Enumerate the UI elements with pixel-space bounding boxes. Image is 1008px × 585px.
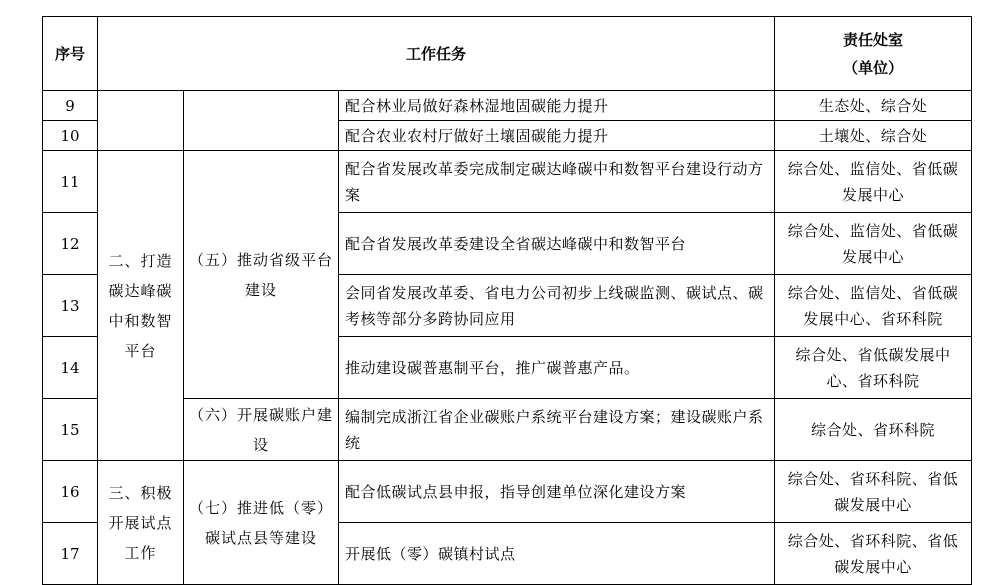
- dept-cell: 综合处、监信处、省低碳发展中心: [775, 151, 972, 213]
- task-cell: 开展低（零）碳镇村试点: [339, 523, 775, 585]
- row-number: 17: [43, 523, 98, 585]
- header-dept-line1: 责任处室: [843, 30, 904, 49]
- subcategory-cell: （五）推动省级平台建设: [184, 151, 339, 399]
- row-number: 13: [43, 275, 98, 337]
- table-header-row: [43, 17, 972, 91]
- dept-cell: 综合处、省环科院、省低碳发展中心: [775, 461, 972, 523]
- category-cell: 二、打造碳达峰碳中和数智平台: [98, 151, 184, 461]
- dept-cell: 生态处、综合处: [775, 91, 972, 121]
- header-seq: 序号: [43, 17, 98, 91]
- header-dept-line2: （单位）: [843, 58, 904, 77]
- table-row: [43, 461, 972, 523]
- task-cell: 配合林业局做好森林湿地固碳能力提升: [339, 91, 775, 121]
- table-row: [43, 151, 972, 213]
- task-cell: 配合省发展改革委建设全省碳达峰碳中和数智平台: [339, 213, 775, 275]
- subcategory-cell: （七）推进低（零）碳试点县等建设: [184, 461, 339, 585]
- task-cell: 配合省发展改革委完成制定碳达峰碳中和数智平台建设行动方案: [339, 151, 775, 213]
- table-row: [43, 91, 972, 121]
- row-number: 14: [43, 337, 98, 399]
- dept-cell: 综合处、省低碳发展中心、省环科院: [775, 337, 972, 399]
- header-task: 工作任务: [98, 17, 775, 91]
- subcategory-cell: （六）开展碳账户建设: [184, 399, 339, 461]
- task-cell: 会同省发展改革委、省电力公司初步上线碳监测、碳试点、碳考核等部分多跨协同应用: [339, 275, 775, 337]
- dept-cell: 综合处、监信处、省低碳发展中心、省环科院: [775, 275, 972, 337]
- task-cell: 配合农业农村厅做好土壤固碳能力提升: [339, 121, 775, 151]
- row-number: 10: [43, 121, 98, 151]
- row-number: 9: [43, 91, 98, 121]
- category-cell: 三、积极开展试点工作: [98, 461, 184, 585]
- row-number: 15: [43, 399, 98, 461]
- dept-cell: 综合处、省环科院、省低碳发展中心: [775, 523, 972, 585]
- dept-cell: 综合处、省环科院: [775, 399, 972, 461]
- subcategory-cell-empty: [184, 91, 339, 151]
- category-cell-empty: [98, 91, 184, 151]
- task-cell: 推动建设碳普惠制平台，推广碳普惠产品。: [339, 337, 775, 399]
- dept-cell: 土壤处、综合处: [775, 121, 972, 151]
- row-number: 12: [43, 213, 98, 275]
- task-table: [42, 16, 972, 585]
- row-number: 11: [43, 151, 98, 213]
- row-number: 16: [43, 461, 98, 523]
- task-cell: 编制完成浙江省企业碳账户系统平台建设方案；建设碳账户系统: [339, 399, 775, 461]
- dept-cell: 综合处、监信处、省低碳发展中心: [775, 213, 972, 275]
- header-dept: [775, 17, 972, 91]
- task-cell: 配合低碳试点县申报，指导创建单位深化建设方案: [339, 461, 775, 523]
